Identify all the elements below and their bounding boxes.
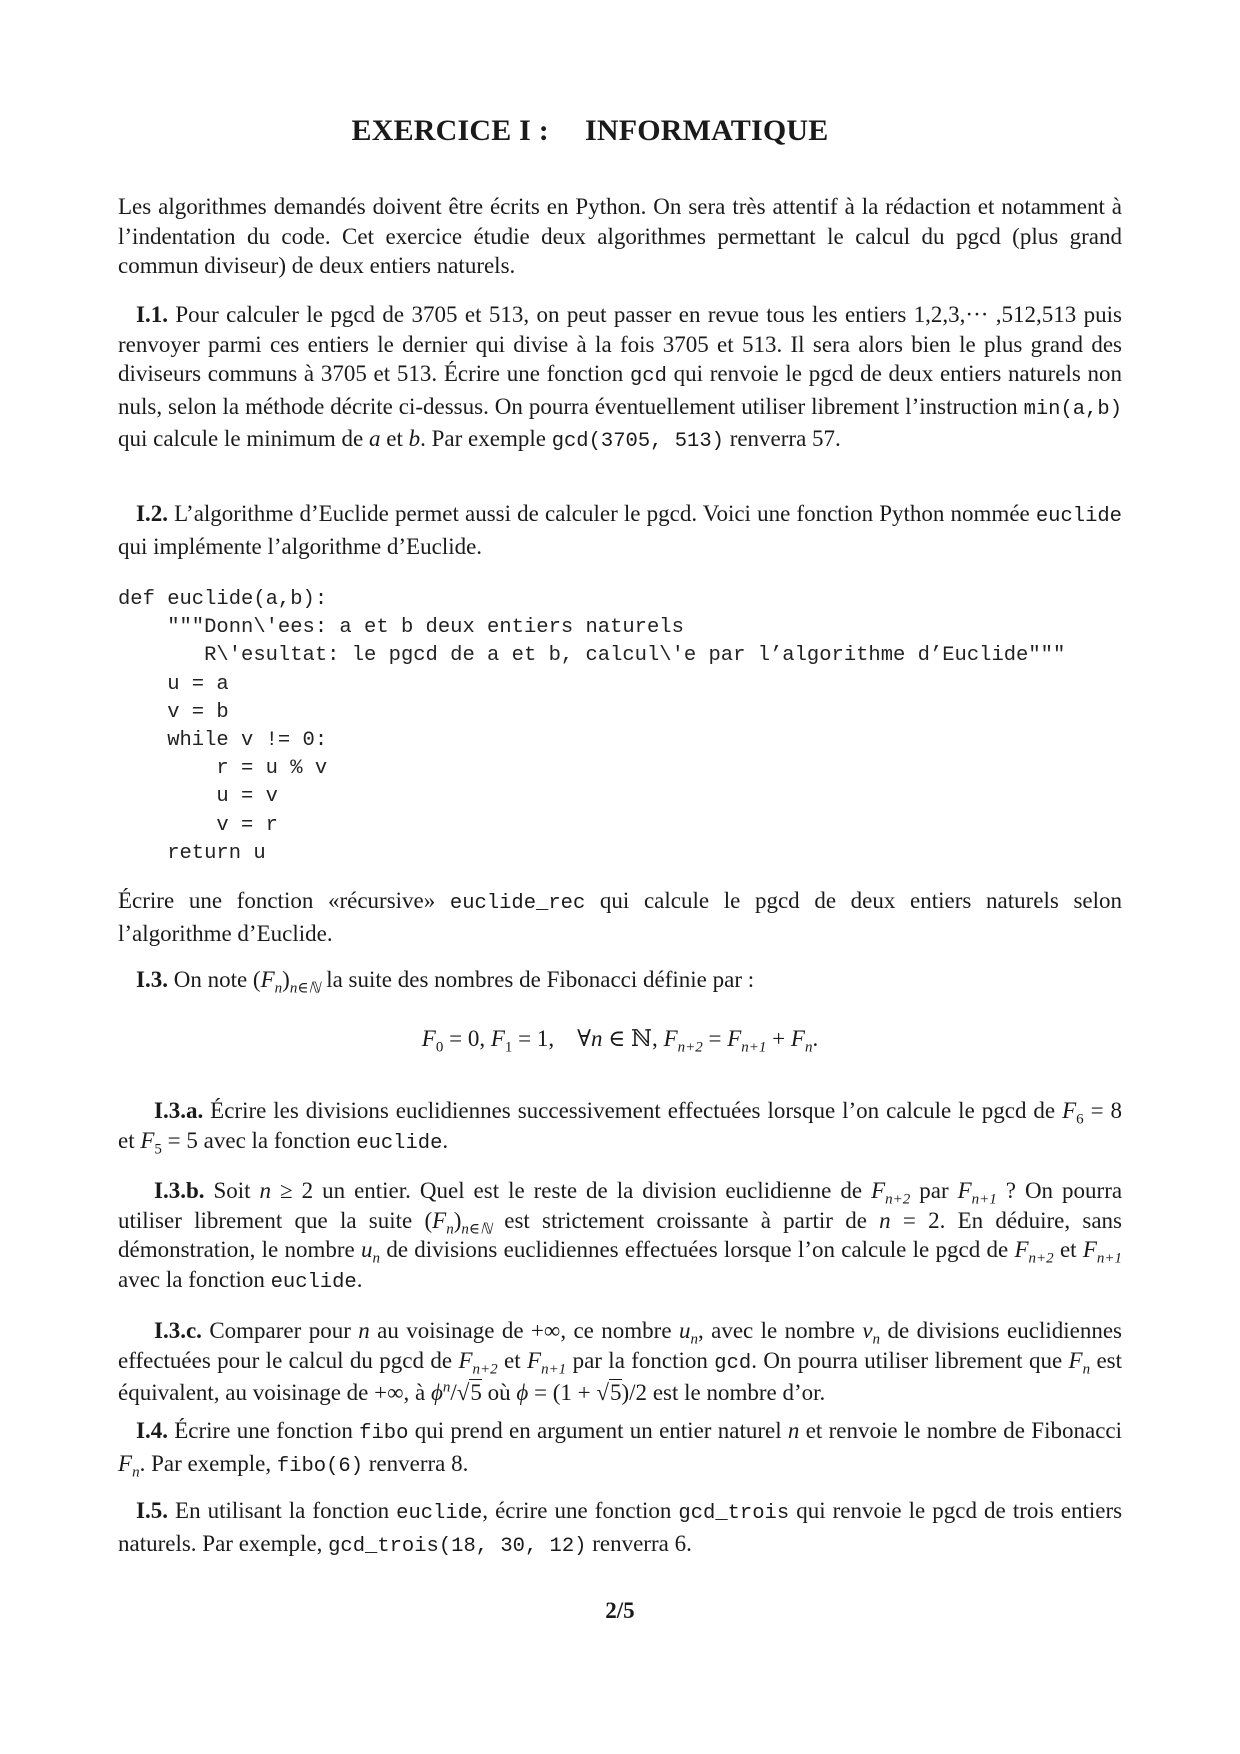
question-number: I.1. xyxy=(136,302,168,327)
code-inline: euclide xyxy=(1035,505,1122,528)
question-number: I.2. xyxy=(136,501,168,526)
euclide-code-listing: def euclide(a,b): """Donn\'ees: a et b deux entiers naturels R\'esultat: le pgcd de a et b, calcul\'e par l’algorithme d’Euclide""" u = a v = b while v != 0: r = u % v u = v v = r return u xyxy=(118,588,1066,865)
question-1: I.1. Pour calculer le pgcd de 3705 et 513, on peut passer en revue tous les entiers 1,2,3,··· ,512,513 puis renvoyer parmi ces entiers le dernier qui divise à la fois 3705 et 513. Il sera alors bien le plus grand des diviseurs communs à 3705 et 513. Écrire une fonction gcd qui renvoie le pgcd de deux entiers naturels non nuls, selon la méthode décrite ci-dessus. On pourra éventuellement utiliser librement l’instruction min(a,b) qui calcule le minimum de a et b. Par exemple gcd(3705, 513) renverra 57. xyxy=(118,302,1123,453)
question-4: I.4. Écrire une fonction fibo qui prend en argument un entier naturel n et renvoie le nombre de Fibonacci $F_n$. Par exemple, fibo(6) renverra 8. xyxy=(118,1418,1122,1481)
question-number: I.4. xyxy=(136,1418,168,1443)
code-inline: gcd xyxy=(630,365,667,388)
question-number: I.3. xyxy=(136,967,168,992)
fibonacci-equation: $F_0 = 0$, $F_1 = 1$, ∀n ∈ ℕ, $F_{n+2} = F_{n+1} + F_n$. xyxy=(421,1026,819,1056)
code-inline: min(a,b) xyxy=(1023,397,1122,421)
code-inline: fibo xyxy=(359,1422,409,1445)
code-inline: fibo(6) xyxy=(276,1454,364,1478)
code-inline: gcd xyxy=(714,1351,752,1375)
question-3a: I.3.a. Écrire les divisions euclidiennes successivement effectuées lorsque l’on calcule le pgcd de $F_6 = 8$ et $F_5 = 5$ avec la fonction euclide. xyxy=(118,1098,1122,1158)
question-5: I.5. En utilisant la fonction euclide, écrire une fonction gcd_trois qui renvoie le pgcd de trois entiers naturels. Par exemple, gcd_trois(18, 30, 12) renverra 6. xyxy=(118,1498,1123,1558)
code-inline: gcd(3705, 513) xyxy=(551,430,724,453)
code-inline: gcd_trois xyxy=(678,1502,790,1525)
code-inline: euclide xyxy=(270,1270,357,1294)
exercise-subject: INFORMATIQUE xyxy=(584,114,829,147)
question-3c: I.3.c. Comparer pour n au voisinage de +∞, ce nombre $u_n$, avec le nombre $v_n$ de divisions euclidiennes effectuées pour le calcul du pgcd de $F_{n+2}$ et $F_{n+1}$ par la fonction gcd. On pourra utiliser librement que $F_n$ est équivalent, au voisinage de +∞, à $\phi^n/√5$ où ϕ = (1 + √5)/2 est le nombre d’or. xyxy=(118,1318,1123,1405)
page-number: 2/5 xyxy=(605,1598,635,1623)
question-3: I.3. On note $(F_n)_{n\in ℕ}$ la suite des nombres de Fibonacci définie par : xyxy=(136,967,755,997)
question-3b: I.3.b. Soit n ≥ 2 un entier. Quel est le reste de la division euclidienne de $F_{n+2}$ par $F_{n+1}$ ? On pourra utiliser librement que la suite $(F_n)_{n\in ℕ}$ est strictement croissante à partir de n = 2. En déduire, sans démonstration, le nombre $u_n$ de divisions euclidiennes effectuées lorsque l’on calcule le pgcd de $F_{n+2}$ et $F_{n+1}$ avec la fonction euclide. xyxy=(118,1178,1123,1294)
question-2: I.2. L’algorithme d’Euclide permet aussi de calculer le pgcd. Voici une fonction Python nommée euclide qui implémente l’algorithme d’Euclide. xyxy=(118,501,1122,559)
question-2-task: Écrire une fonction «récursive» euclide_rec qui calcule le pgcd de deux entiers naturels selon l’algorithme d’Euclide. xyxy=(118,888,1122,946)
code-inline: euclide xyxy=(356,1131,443,1155)
exercise-title xyxy=(0,114,1180,148)
code-inline: euclide_rec xyxy=(449,892,586,915)
question-number: I.3.b. xyxy=(154,1178,205,1203)
question-number: I.3.a. xyxy=(154,1098,204,1123)
intro-paragraph: Les algorithmes demandés doivent être écrits en Python. On sera très attentif à la rédaction et notamment à l’indentation du code. Cet exercice étudie deux algorithmes permettant le calcul du pgcd (plus grand commun diviseur) de deux entiers naturels. xyxy=(118,194,1122,278)
code-inline: euclide xyxy=(396,1502,483,1525)
exercise-label: EXERCICE I : xyxy=(351,114,549,147)
question-number: I.5. xyxy=(136,1498,168,1523)
question-number: I.3.c. xyxy=(154,1318,202,1343)
code-inline: gcd_trois(18, 30, 12) xyxy=(328,1534,587,1558)
